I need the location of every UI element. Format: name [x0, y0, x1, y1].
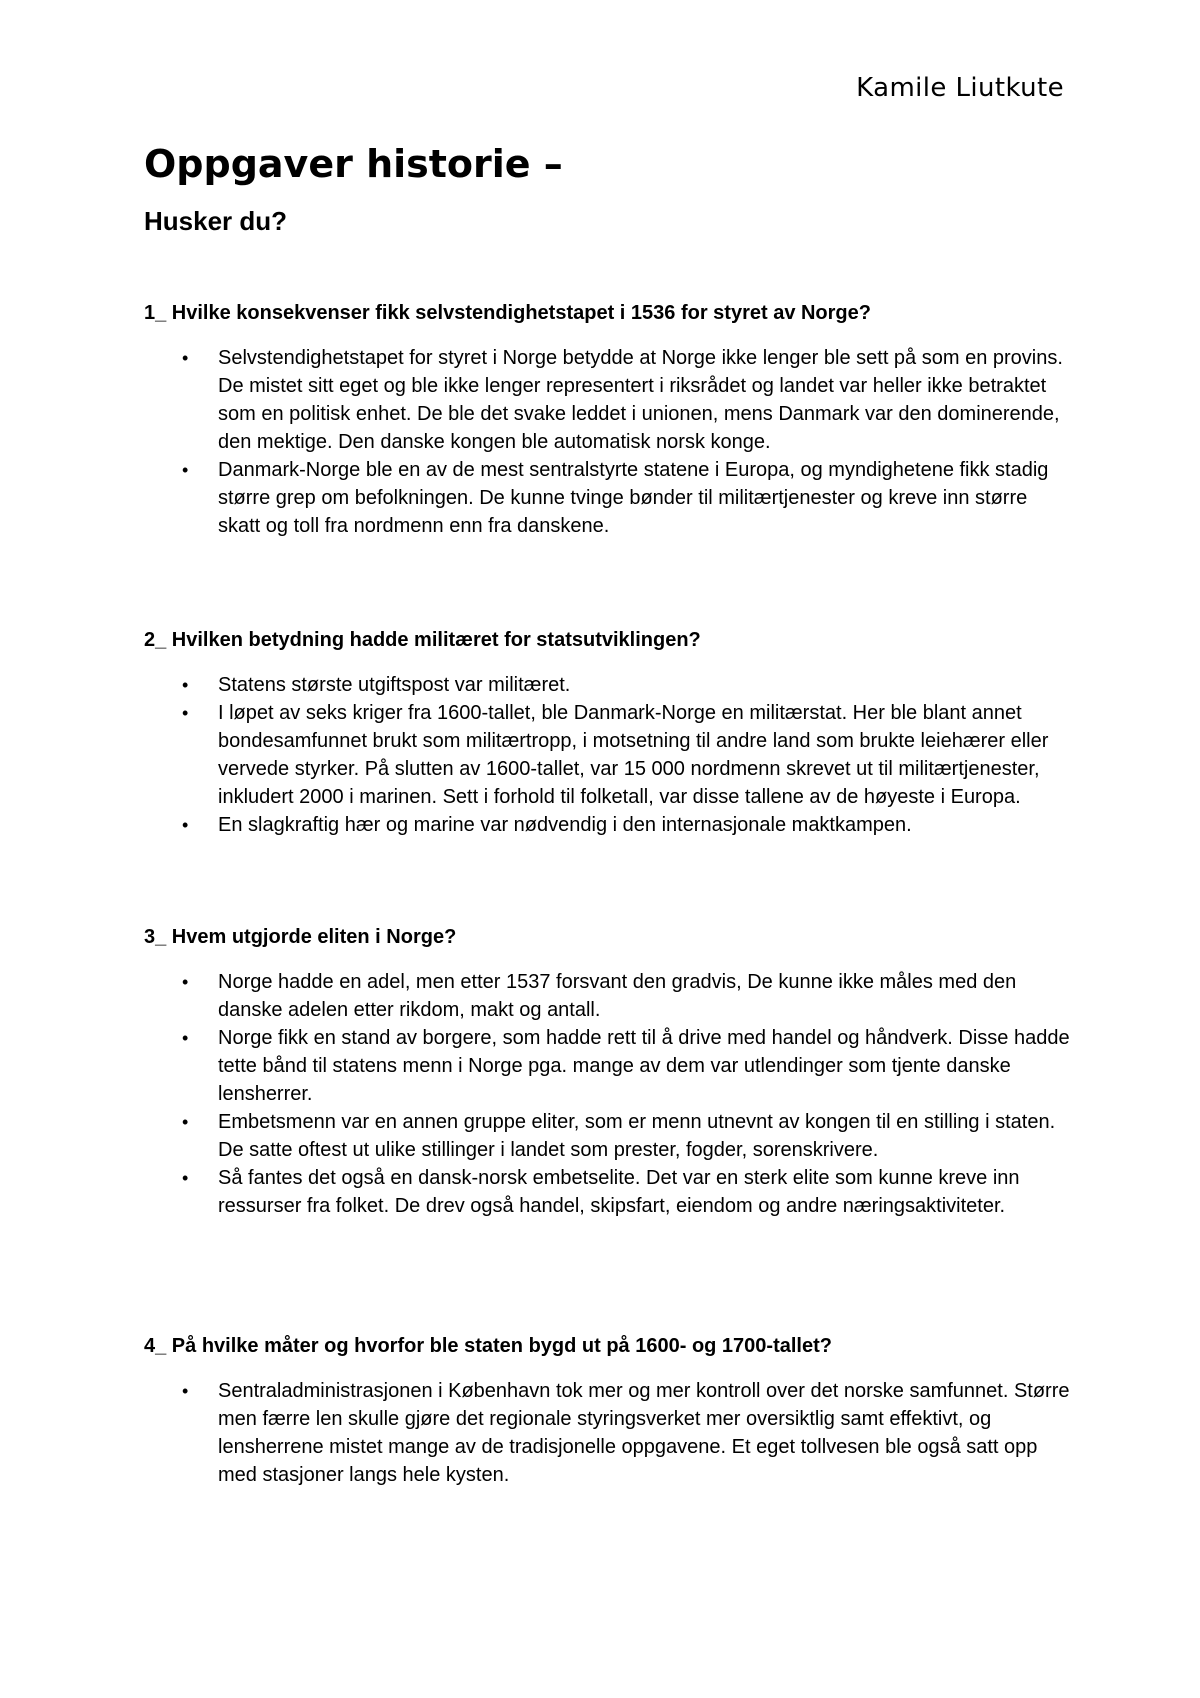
question-section-1 [144, 300, 1074, 540]
answer-text: Danmark-Norge ble en av de mest sentralstyrte statene i Europa, og myndighetene fikk stadig større grep om befolkningen. De kunne tvinge bønder til militærtjenester og kreve inn større skatt og toll fra nordmenn enn fra danskene. [218, 459, 1049, 537]
question-heading: 1_ Hvilke konsekvenser fikk selvstendighetstapet i 1536 for styret av Norge? [144, 302, 871, 324]
question-heading: 4_ På hvilke måter og hvorfor ble staten bygd ut på 1600- og 1700-tallet? [144, 1335, 832, 1357]
answer-item [144, 811, 1074, 839]
answer-text: En slagkraftig hær og marine var nødvendig i den internasjonale maktkampen. [218, 814, 912, 836]
bullet-icon: • [182, 348, 189, 368]
answer-item [144, 968, 1074, 1024]
answer-list [144, 344, 1074, 540]
document-title: Oppgaver historie – [144, 142, 563, 186]
bullet-icon: • [182, 1112, 189, 1132]
question-section-2 [144, 627, 1074, 839]
answer-item [144, 1164, 1074, 1220]
answer-text: I løpet av seks kriger fra 1600-tallet, ble Danmark-Norge en militærstat. Her ble blant annet bondesamfunnet brukt som militærtropp, i motsetning til andre land som brukte leiehærer eller vervede styrker. På slutten av 1600-tallet, var 15 000 nordmenn skrevet ut til militærtjenester, inkludert 2000 i marinen. Sett i forhold til folketall, var disse tallene av de høyeste i Europa. [218, 702, 1049, 808]
bullet-icon: • [182, 1168, 189, 1188]
answer-item [144, 671, 1074, 699]
answer-item [144, 1108, 1074, 1164]
bullet-icon: • [182, 972, 189, 992]
answer-list [144, 671, 1074, 839]
answer-text: Selvstendighetstapet for styret i Norge betydde at Norge ikke lenger ble sett på som en provins. De mistet sitt eget og ble ikke lenger representert i riksrådet og landet var heller ikke betraktet som en politisk enhet. De ble det svake leddet i unionen, mens Danmark var den dominerende, den mektige. Den danske kongen ble automatisk norsk konge. [218, 347, 1063, 453]
answer-item [144, 699, 1074, 811]
answer-text: Embetsmenn var en annen gruppe eliter, som er menn utnevnt av kongen til en stilling i staten. De satte oftest ut ulike stillinger i landet som prester, fogder, sorenskrivere. [218, 1111, 1056, 1161]
answer-item [144, 344, 1074, 456]
answer-text: Norge hadde en adel, men etter 1537 forsvant den gradvis, De kunne ikke måles med den danske adelen etter rikdom, makt og antall. [218, 971, 1017, 1021]
answer-item [144, 456, 1074, 540]
answer-text: Sentraladministrasjonen i København tok mer og mer kontroll over det norske samfunnet. Større men færre len skulle gjøre det regionale styringsverket mer oversiktlig samt effektivt, og lensherrene mistet mange av de tradisjonelle oppgavene. Et eget tollvesen ble også satt opp med stasjoner langs hele kysten. [218, 1380, 1070, 1486]
bullet-icon: • [182, 703, 189, 723]
answer-list [144, 968, 1074, 1220]
question-section-4 [144, 1333, 1074, 1489]
bullet-icon: • [182, 1028, 189, 1048]
answer-text: Norge fikk en stand av borgere, som hadde rett til å drive med handel og håndverk. Disse hadde tette bånd til statens menn i Norge pga. mange av dem var utlendinger som tjente danske lensherrer. [218, 1027, 1070, 1105]
bullet-icon: • [182, 460, 189, 480]
document-subtitle: Husker du? [144, 206, 288, 236]
question-heading: 3_ Hvem utgjorde eliten i Norge? [144, 926, 457, 948]
bullet-icon: • [182, 675, 189, 695]
answer-item [144, 1377, 1074, 1489]
answer-text: Så fantes det også en dansk-norsk embetselite. Det var en sterk elite som kunne kreve inn ressurser fra folket. De drev også handel, skipsfart, eiendom og andre næringsaktiviteter. [218, 1167, 1020, 1217]
question-heading: 2_ Hvilken betydning hadde militæret for statsutviklingen? [144, 629, 701, 651]
answer-item [144, 1024, 1074, 1108]
bullet-icon: • [182, 1381, 189, 1401]
answer-list [144, 1377, 1074, 1489]
answer-text: Statens største utgiftspost var militæret. [218, 674, 571, 696]
bullet-icon: • [182, 815, 189, 835]
question-section-3 [144, 924, 1074, 1220]
author-name: Kamile Liutkute [856, 73, 1064, 103]
